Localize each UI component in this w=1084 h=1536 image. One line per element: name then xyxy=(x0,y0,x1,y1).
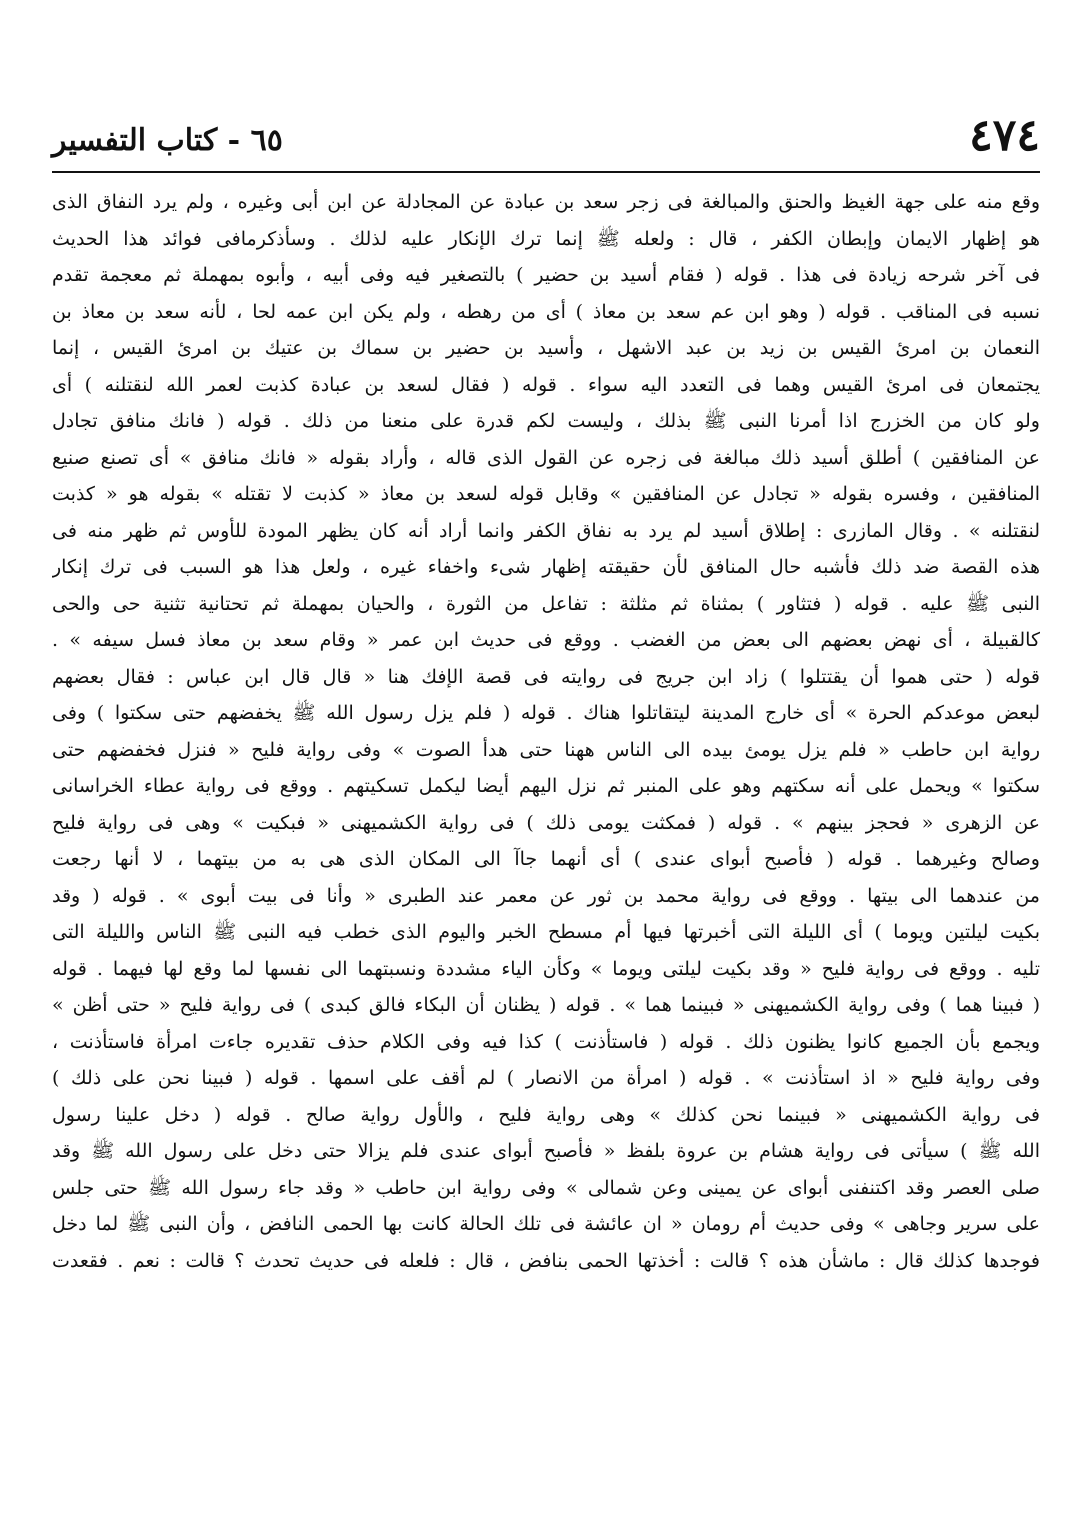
text-line: هذه القصة ضد ذلك فأشبه حال المنافق لأن حقيقته إظهار شىء واخفاء غيره ، ولعل هذا هو السبب فى ترك إنكار xyxy=(52,556,1040,578)
text-line: وقع منه على جهة الغيظ والحنق والمبالغة فى زجر سعد بن عبادة عن المجادلة عن ابن أبى وغيره ، ولم يرد النفاق الذى xyxy=(52,191,1040,213)
text-line: عن المنافقين ) أطلق أسيد ذلك مبالغة فى زجره عن القول الذى قاله ، وأراد بقوله « فانك منافق » أى تصنع صنيع xyxy=(52,446,1040,469)
header-rule xyxy=(52,171,1040,173)
text-line: النعمان بن امرئ القيس بن زيد بن عبد الاشهل ، وأسيد بن حضير بن سماك بن عتيك بن امرئ القيس ، إنما xyxy=(52,337,1040,359)
text-line: عن الزهرى « فحجز بينهم » . قوله ( فمكثت يومى ذلك ) فى رواية الكشميهنى « فبكيت » وهى فى رواية فليح xyxy=(52,811,1040,834)
text-line: ( فبينا هما ) وفى رواية الكشميهنى « فبينما هما » . قوله ( يظنان أن البكاء فالق كبدى ) فى رواية فليح « حتى أظن » xyxy=(52,994,1040,1016)
text-line: من عندهما الى بيتها . ووقع فى رواية محمد بن ثور عن معمر عند الطبرى « وأنا فى بيت أبوى » . قوله ( وقد xyxy=(52,884,1040,907)
text-line: وفى رواية فليح « اذ استأذنت » . قوله ( امرأة من الانصار ) لم أقف على اسمها . قوله ( فبينا نحن على ذلك ) xyxy=(52,1067,1040,1089)
text-line: على سرير وجاهى » وفى حديث أم رومان « ان عائشة فى تلك الحالة كانت بها الحمى النافض ، وأن النبى ﷺ لما دخل xyxy=(52,1213,1040,1235)
text-line: لبعض موعدكم الحرة » أى خارج المدينة ليتقاتلوا هناك . قوله ( فلم يزل رسول الله ﷺ يخفضهم حتى سكتوا ) وفى xyxy=(52,702,1040,724)
text-line: بكيت ليلتين ويوما ) أى الليلة التى أخبرتها فيها أم مسطح الخبر واليوم الذى خطب فيه النبى ﷺ الناس والليلة التى xyxy=(52,921,1040,943)
text-line: النبى ﷺ عليه . قوله ( فتثاور ) بمثناة ثم مثلثة : تفاعل من الثورة ، والحيان بمهملة ثم تحتانية تثنية حى والحى xyxy=(52,592,1040,615)
text-line: فوجدها كذلك قال : ماشأن هذه ؟ قالت : أخذتها الحمى بنافض ، قال : فلعله فى حديث تحدث ؟ قالت : نعم . فقعدت xyxy=(52,1249,1040,1272)
text-line: وصالح وغيرهما . قوله ( فأصبح أبواى عندى ) أى أنهما جاآ الى المكان الذى هى به من بيتهما ، لا أنها رجعت xyxy=(52,848,1040,870)
text-line: رواية ابن حاطب « فلم يزل يومئ بيده الى الناس ههنا حتى هدأ الصوت » وفى رواية فليح « فنزل فخفضهم حتى xyxy=(52,738,1040,761)
text-line: المنافقين ، وفسره بقوله « تجادل عن المنافقين » وقابل قوله لسعد بن معاذ « كذبت لا تقتله » بقوله هو « كذبت xyxy=(52,483,1040,505)
page-header xyxy=(52,112,1040,168)
text-line: ويجمع بأن الجميع كانوا يظنون ذلك . قوله ( فاستأذنت ) كذا فيه وفى الكلام حذف تقديره جاءت امرأة فاستأذنت ، xyxy=(52,1030,1040,1053)
text-line: يجتمعان فى امرئ القيس وهما فى التعدد اليه سواء . قوله ( فقال لسعد بن عبادة كذبت لعمر الله لنقتلنه ) أى xyxy=(52,373,1040,396)
text-line: فى آخر شرحه زيادة فى هذا . قوله ( فقام أسيد بن حضير ) بالتصغير فيه وفى أبيه ، وأبوه بمهملة ثم معجمة تقدم xyxy=(52,264,1040,286)
text-line: نسبه فى المناقب . قوله ( وهو ابن عم سعد بن معاذ ) أى من رهطه ، ولم يكن ابن عمه لحا ، لأنه سعد بن معاذ بن xyxy=(52,300,1040,323)
text-line: قوله ( حتى هموا أن يقتتلوا ) زاد ابن جريج فى روايته فى قصة الإفك هنا « قال قال ابن عباس : فقال بعضهم xyxy=(52,665,1040,688)
text-line: تليه . ووقع فى رواية فليح « وقد بكيت ليلتى ويوما » وكأن الياء مشددة ونسبتهما الى نفسها لما وقع لها فيهما . قوله xyxy=(52,957,1040,980)
text-line: كالقبيلة ، أى نهض بعضهم الى بعض من الغضب . ووقع فى حديث ابن عمر « وقام سعد بن معاذ فسل سيفه » . xyxy=(52,629,1040,651)
text-line: لنقتلنه » . وقال المازرى : إطلاق أسيد لم يرد به نفاق الكفر وانما أراد أنه كان يظهر المودة للأوس ثم ظهر منه فى xyxy=(52,519,1040,542)
text-line: سكتوا » ويحمل على أنه سكتهم وهو على المنبر ثم نزل اليهم أيضا ليكمل تسكيتهم . ووقع فى رواية عطاء الخراسانى xyxy=(52,775,1040,797)
page-number: ٤٧٤ xyxy=(969,110,1040,161)
text-line: هو إظهار الايمان وإبطان الكفر ، قال : ولعله ﷺ إنما ترك الإنكار عليه لذلك . وسأذكرمافى فوائد هذا الحديث xyxy=(52,227,1040,250)
text-line: الله ﷺ ) سيأتى فى رواية هشام بن عروة بلفظ « فأصبح أبواى عندى فلم يزالا حتى دخل على رسول الله ﷺ وقد xyxy=(52,1140,1040,1162)
text-line: صلى العصر وقد اكتنفنى أبواى عن يمينى وعن شمالى » وفى رواية ابن حاطب « وقد جاء رسول الله ﷺ حتى جلس xyxy=(52,1176,1040,1199)
text-line: ولو كان من الخزرج اذا أمرنا النبى ﷺ بذلك ، وليست لكم قدرة على منعنا من ذلك . قوله ( فانك منافق تجادل xyxy=(52,410,1040,432)
section-title: ٦٥ - كتاب التفسير xyxy=(52,123,283,158)
text-line: فى رواية الكشميهنى « فبينما نحن كذلك » وهى رواية فليح ، والأول رواية صالح . قوله ( دخل علينا رسول xyxy=(52,1103,1040,1126)
commentary-text xyxy=(52,184,1040,1279)
